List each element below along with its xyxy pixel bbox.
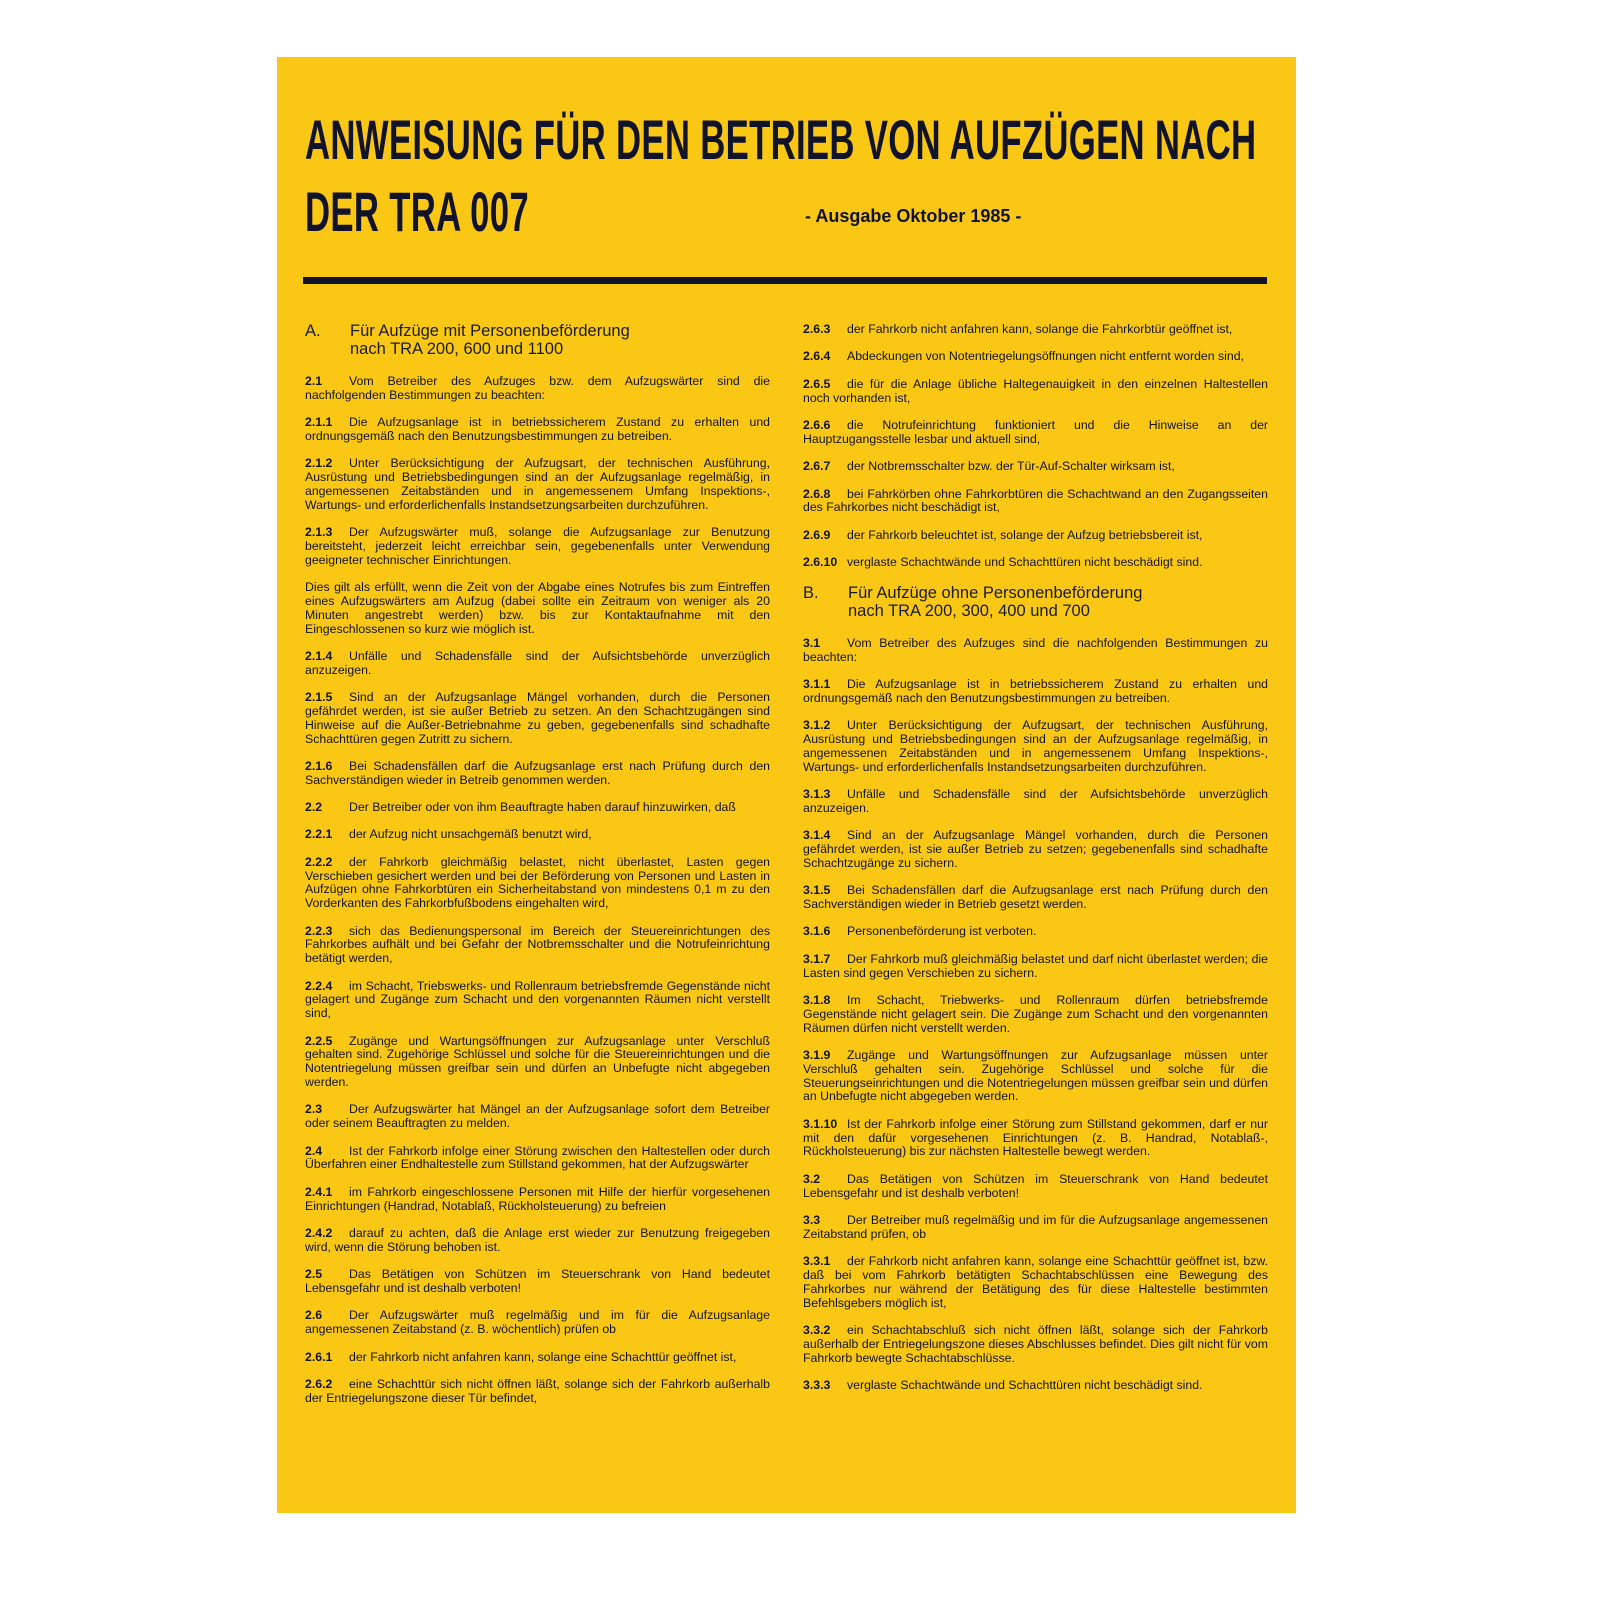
clause-paragraph — [803, 1379, 1268, 1393]
clause-text: verglaste Schachtwände und Schachttüren nicht beschädigt sind. — [847, 1377, 1203, 1392]
clause-number: 3.1 — [803, 635, 821, 650]
clause-text: eine Schachttür sich nicht öffnen läßt, solange sich der Fahrkorb außerhalb der Entriegelungszone dieser Tür befindet, — [305, 1376, 770, 1405]
clause-number: 2.4 — [305, 1143, 323, 1158]
left-column — [305, 322, 770, 1419]
clause-number: 3.1.2 — [803, 718, 831, 733]
clause-text: Zugänge und Wartungsöffnungen zur Aufzugsanlage unter Verschluß gehalten sind. Zugehörige Schlüssel und solche für die Steuereinrichtungen und die Notentriegelung müssen greifbar sein und dürfen an Unbefugte nicht abgegeben werden. — [305, 1033, 770, 1089]
section-b-heading — [803, 584, 1268, 620]
clause-text: Ist der Fahrkorb infolge einer Störung zum Stillstand gekommen, darf er nur mit den dafür vorgesehenen Einrichtungen (z. B. Handrad, Notablaß-, Rückholsteuerung) bis zur nächsten Haltestelle bewegt werden. — [803, 1116, 1268, 1159]
clause-paragraph — [305, 801, 770, 815]
clause-paragraph — [803, 529, 1268, 543]
clause-paragraph — [305, 980, 770, 1021]
clause-number: 2.6 — [305, 1308, 323, 1323]
clause-number: 2.1.1 — [305, 415, 333, 430]
clause-paragraph — [803, 488, 1268, 516]
clause-paragraph — [803, 378, 1268, 406]
clause-number: 3.1.9 — [803, 1048, 831, 1062]
clause-paragraph — [803, 829, 1268, 870]
clause-paragraph — [803, 953, 1268, 981]
clause-text: Vom Betreiber des Aufzuges bzw. dem Aufzugswärter sind die nachfolgenden Bestimmungen zu beachten: — [305, 374, 770, 402]
clause-number: 2.6.8 — [803, 486, 831, 501]
clause-number: 2.1.5 — [305, 690, 333, 705]
clause-paragraph — [803, 1173, 1268, 1201]
clause-text: der Fahrkorb gleichmäßig belastet, nicht überlastet, Lasten gegen Verschieben gesichert werden und bei der Beförderung von Personen und Lasten in Aufzügen ohne Fahrkorbtüren ein Sicherheitabstand von mindestens 0,1 m zu den Vorderkanten des Fahrkorbfußbodens eingehalten wird, — [305, 854, 770, 911]
clause-number: 3.3.1 — [803, 1254, 831, 1269]
clause-paragraph — [305, 856, 770, 911]
clause-text: verglaste Schachtwände und Schachttüren nicht beschädigt sind. — [847, 555, 1203, 570]
section-a-continued-items — [803, 323, 1268, 570]
clause-text: Der Aufzugswärter muß, solange die Aufzugsanlage zur Benutzung bereitsteht, jederzeit leicht erreichbar sein, gegebenenfalls unter Verwendung geeigneter technischer Einrichtungen. — [305, 525, 770, 567]
clause-text: Der Fahrkorb muß gleichmäßig belastet und darf nicht überlastet werden; die Lasten sind gegen Verschieben zu sichern. — [803, 951, 1268, 980]
section-b-title-line-2: nach TRA 200, 300, 400 und 700 — [848, 601, 1090, 620]
clause-text: der Notbremsschalter bzw. der Tür-Auf-Schalter wirksam ist, — [847, 459, 1175, 474]
section-a-heading — [305, 322, 770, 358]
clause-number: 2.6.3 — [803, 322, 831, 336]
clause-text: der Fahrkorb nicht anfahren kann, solange die Fahrkorbtür geöffnet ist, — [847, 322, 1233, 336]
clause-text: Unter Berücksichtigung der Aufzugsart, der technischen Ausführung, Ausrüstung und Betriebsbedingungen sind an der Aufzugsanlage regelmäßig, in angemessenen Zeitabständen und in angemessenem Umfang Inspektions-, Wartungs- und erforderlichenfalls Instandsetzungsarbeiten durchzuführen. — [803, 718, 1268, 774]
clause-paragraph — [803, 788, 1268, 816]
clause-text: der Aufzug nicht unsachgemäß benutzt wird, — [349, 827, 592, 842]
clause-paragraph — [305, 650, 770, 678]
section-b-title-line-1: Für Aufzüge ohne Personenbeförderung — [848, 583, 1143, 602]
clause-number: 3.3.2 — [803, 1322, 831, 1337]
clause-paragraph — [305, 1378, 770, 1406]
clause-paragraph — [305, 1227, 770, 1255]
document-title-line-2: DER TRA 007 — [305, 180, 530, 243]
edition-subtitle: - Ausgabe Oktober 1985 - — [805, 206, 1022, 226]
clause-paragraph — [803, 323, 1268, 337]
clause-text: die Notrufeinrichtung funktioniert und die Hinweise an der Hauptzugangsstelle lesbar und aktuell sind, — [803, 417, 1268, 446]
clause-number: 2.2 — [305, 800, 323, 815]
clause-number: 2.2.2 — [305, 854, 333, 869]
clause-number: 3.1.8 — [803, 993, 831, 1008]
clause-text: der Fahrkorb nicht anfahren kann, solange eine Schachttür geöffnet ist, — [349, 1349, 737, 1364]
section-a-items — [305, 375, 770, 1406]
clause-text: Abdeckungen von Notentriegelungsöffnungen nicht entfernt worden sind, — [847, 349, 1244, 364]
clause-text: Bei Schadensfällen darf die Aufzugsanlage erst nach Prüfung durch den Sachverständigen wieder in Betreib genommen werden. — [305, 758, 770, 787]
clause-number: 3.1.6 — [803, 924, 831, 939]
clause-paragraph — [803, 460, 1268, 474]
section-b-label: B. — [803, 583, 819, 602]
clause-number: 2.2.4 — [305, 978, 333, 993]
clause-text: Der Aufzugswärter muß regelmäßig und im für die Aufzugsanlage angemessenen Zeitabstand (z. B. wöchentlich) prüfen ob — [305, 1308, 770, 1337]
clause-text: ein Schachtabschluß sich nicht öffnen läßt, solange sich der Fahrkorb außerhalb der Entriegelungszone dieses Abschlusses befindet. Dies gilt nicht für vom Fahrkorb bewegte Schachtabschlüsse. — [803, 1322, 1268, 1365]
section-b-items — [803, 637, 1268, 1393]
clause-paragraph — [305, 1309, 770, 1337]
clause-number: 2.2.1 — [305, 827, 333, 842]
clause-text: Die Aufzugsanlage ist in betriebssicherem Zustand zu erhalten und ordnungsgemäß nach den Benutzungsbestimmungen zu betreiben. — [305, 415, 770, 443]
clause-text: Ist der Fahrkorb infolge einer Störung zwischen den Haltestellen oder durch Überfahren einer Endhaltestelle zum Stillstand gekommen, hat der Aufzugswärter — [305, 1143, 770, 1172]
clause-text: Der Betreiber muß regelmäßig und im für die Aufzugsanlage angemessenen Zeitabstand prüfen, ob — [803, 1212, 1268, 1241]
clause-paragraph — [803, 719, 1268, 774]
clause-paragraph — [305, 526, 770, 567]
clause-number: 2.4.1 — [305, 1184, 333, 1199]
clause-paragraph — [803, 419, 1268, 447]
clause-number: 3.3.3 — [803, 1377, 831, 1392]
clause-number: 2.6.5 — [803, 376, 831, 391]
clause-text: die für die Anlage übliche Haltegenauigkeit in den einzelnen Haltestellen noch vorhanden ist, — [803, 376, 1268, 405]
clause-paragraph — [803, 637, 1268, 665]
clause-number: 3.1.3 — [803, 787, 831, 802]
clause-text: Sind an der Aufzugsanlage Mängel vorhanden, durch die Personen gefährdet werden, ist sie außer Betrieb zu setzen. An den Schachtzugängen sind Hinweise auf die Außer-Betriebnahme zu geben, gegebenenfalls sind schadhafte Schachttüren gegen Zutritt zu sichern. — [305, 690, 770, 746]
clause-paragraph — [803, 678, 1268, 706]
clause-paragraph — [305, 925, 770, 966]
clause-paragraph — [803, 1118, 1268, 1159]
clause-text: Dies gilt als erfüllt, wenn die Zeit von der Abgabe eines Notrufes bis zum Eintreffen eines Aufzugswärters am Aufzug (dabei sollte ein Zeitraum von weniger als 20 Minuten angestrebt werden) bzw. bis zur Kontaktaufnahme mit den Eingeschlossenen so kurz wie möglich ist. — [305, 580, 770, 636]
clause-text: Vom Betreiber des Aufzuges sind die nachfolgenden Bestimmungen zu beachten: — [803, 635, 1268, 664]
section-a-title — [350, 322, 630, 358]
clause-number: 2.6.10 — [803, 555, 838, 570]
clause-number: 2.1.3 — [305, 525, 333, 540]
clause-paragraph — [803, 884, 1268, 912]
clause-number: 2.6.9 — [803, 527, 831, 542]
clause-paragraph — [305, 760, 770, 788]
clause-number: 3.3 — [803, 1212, 821, 1227]
clause-number: 2.2.3 — [305, 923, 333, 938]
clause-text: der Fahrkorb beleuchtet ist, solange der Aufzug betriebsbereit ist, — [847, 527, 1203, 542]
clause-text: Die Aufzugsanlage ist in betriebssicherem Zustand zu erhalten und ordnungsgemäß nach den Benutzungsbestimmungen zu betreiben. — [803, 677, 1268, 705]
clause-paragraph — [803, 1324, 1268, 1365]
section-a-title-line-2: nach TRA 200, 600 und 1100 — [350, 340, 564, 358]
clause-paragraph — [305, 416, 770, 444]
clause-paragraph — [803, 1214, 1268, 1242]
clause-text: sich das Bedienungspersonal im Bereich der Steuereinrichtungen des Fahrkorbes aufhält und bei Gefahr der Notbremsschalter und die Notrufeinrichtung betätigt werden, — [305, 923, 770, 966]
clause-number: 2.4.2 — [305, 1225, 333, 1240]
clause-text: bei Fahrkörben ohne Fahrkorbtüren die Schachtwand an den Zugangsseiten des Fahrkorbes nicht beschädigt ist, — [803, 486, 1268, 515]
section-a-title-line-1: Für Aufzüge mit Personenbeförderung — [350, 322, 630, 340]
clause-paragraph — [305, 457, 770, 512]
clause-number: 2.3 — [305, 1102, 323, 1117]
clause-number: 2.6.4 — [803, 349, 831, 364]
clause-number: 2.6.6 — [803, 417, 831, 432]
clause-text: Zugänge und Wartungsöffnungen zur Aufzugsanlage müssen unter Verschluß gehalten sein. Zugehörige Schlüssel und solche für die Steuerungseinrichtungen und die Notentriegelungen müssen greifbar sein und dürfen an Unbefugte nicht abgegeben werden. — [803, 1048, 1268, 1104]
clause-number: 3.1.4 — [803, 828, 831, 843]
clause-paragraph — [305, 828, 770, 842]
clause-text: Personenbeförderung ist verboten. — [847, 924, 1037, 939]
clause-number: 2.2.5 — [305, 1033, 333, 1048]
clause-paragraph — [305, 1268, 770, 1296]
clause-text: Sind an der Aufzugsanlage Mängel vorhanden, durch die Personen gefährdet werden, ist sie außer Betrieb zu setzen; gegebenenfalls sind schadhafte Schachtzugänge zu sichern. — [803, 828, 1268, 870]
clause-text: im Schacht, Triebswerks- und Rollenraum betriebsfremde Gegenstände nicht gelagert und Zugänge zum Schacht und den vorgenannten Räumen nicht verstellt sind, — [305, 978, 770, 1021]
section-a-label: A. — [305, 322, 321, 340]
clause-paragraph — [305, 691, 770, 746]
clause-number: 3.1.5 — [803, 883, 831, 898]
clause-text: Unter Berücksichtigung der Aufzugsart, der technischen Ausführung, Ausrüstung und Betriebsbedingungen sind an der Aufzugsanlage regelmäßig, in angemessenen Zeitabständen und in angemessenem Umfang Inspektions-, Wartungs- und erforderlichenfalls Instandsetzungsarbeiten durchzuführen. — [305, 456, 770, 512]
clause-number: 2.5 — [305, 1267, 323, 1282]
clause-number: 3.1.10 — [803, 1116, 838, 1131]
title-divider — [303, 277, 1267, 284]
clause-text: Der Aufzugswärter hat Mängel an der Aufzugsanlage sofort dem Betreiber oder seinem Beauftragten zu melden. — [305, 1102, 770, 1131]
clause-text: Bei Schadensfällen darf die Aufzugsanlage erst nach Prüfung durch den Sachverständigen wieder in Betrieb gesetzt werden. — [803, 883, 1268, 912]
clause-text: im Fahrkorb eingeschlossene Personen mit Hilfe der hierfür vorgesehenen Einrichtungen (Handrad, Notablaß, Rückholsteuerung) zu befreien — [305, 1184, 770, 1213]
clause-text: Unfälle und Schadensfälle sind der Aufsichtsbehörde unverzüglich anzuzeigen. — [305, 648, 770, 677]
clause-text: Der Betreiber oder von ihm Beauftragte haben darauf hinzuwirken, daß — [349, 800, 736, 815]
clause-paragraph — [803, 556, 1268, 570]
clause-number: 2.1 — [305, 374, 323, 388]
clause-text: Im Schacht, Triebwerks- und Rollenraum dürfen betriebsfremde Gegenstände nicht gelagert sein. Die Zugänge zum Schacht und den vorgenannten Räumen dürfen nicht verstellt werden. — [803, 993, 1268, 1035]
clause-text: der Fahrkorb nicht anfahren kann, solange eine Schachttür geöffnet ist, bzw. daß bei vom Fahrkorb betätigten Schachtabschlüssen eine Bewegung des Fahrkorbes nur während der Betätigung des für diese Haltestelle bestimmten Befehlsgebers möglich ist, — [803, 1254, 1268, 1310]
clause-number: 2.1.2 — [305, 456, 333, 471]
clause-text: Das Betätigen von Schützen im Steuerschrank von Hand bedeutet Lebensgefahr und ist deshalb verboten! — [305, 1267, 770, 1295]
right-column — [803, 323, 1268, 1406]
clause-paragraph — [305, 1145, 770, 1173]
clause-paragraph — [803, 925, 1268, 939]
clause-number: 2.1.6 — [305, 758, 333, 773]
clause-number: 2.6.1 — [305, 1349, 333, 1364]
clause-text: Unfälle und Schadensfälle sind der Aufsichtsbehörde unverzüglich anzuzeigen. — [803, 787, 1268, 815]
clause-text: Das Betätigen von Schützen im Steuerschrank von Hand bedeutet Lebensgefahr und ist deshalb verboten! — [803, 1171, 1268, 1200]
clause-paragraph — [803, 994, 1268, 1035]
clause-number: 2.1.4 — [305, 648, 333, 663]
clause-paragraph — [803, 1049, 1268, 1104]
clause-number: 3.1.7 — [803, 951, 831, 966]
clause-paragraph — [803, 350, 1268, 364]
clause-paragraph — [305, 375, 770, 403]
clause-paragraph — [305, 1035, 770, 1090]
clause-paragraph — [305, 581, 770, 636]
clause-paragraph — [305, 1103, 770, 1131]
clause-number: 2.6.7 — [803, 459, 831, 474]
clause-paragraph — [305, 1351, 770, 1365]
clause-number: 2.6.2 — [305, 1376, 333, 1391]
clause-text: darauf zu achten, daß die Anlage erst wieder zur Benutzung freigegeben wird, wenn die Störung behoben ist. — [305, 1225, 770, 1254]
clause-number: 3.2 — [803, 1171, 821, 1186]
clause-paragraph — [305, 1186, 770, 1214]
clause-number: 3.1.1 — [803, 677, 831, 692]
section-b-title — [848, 584, 1142, 620]
clause-paragraph — [803, 1255, 1268, 1310]
document-title-line-1: ANWEISUNG FÜR DEN BETRIEB VON AUFZÜGEN NACH — [305, 108, 1257, 171]
